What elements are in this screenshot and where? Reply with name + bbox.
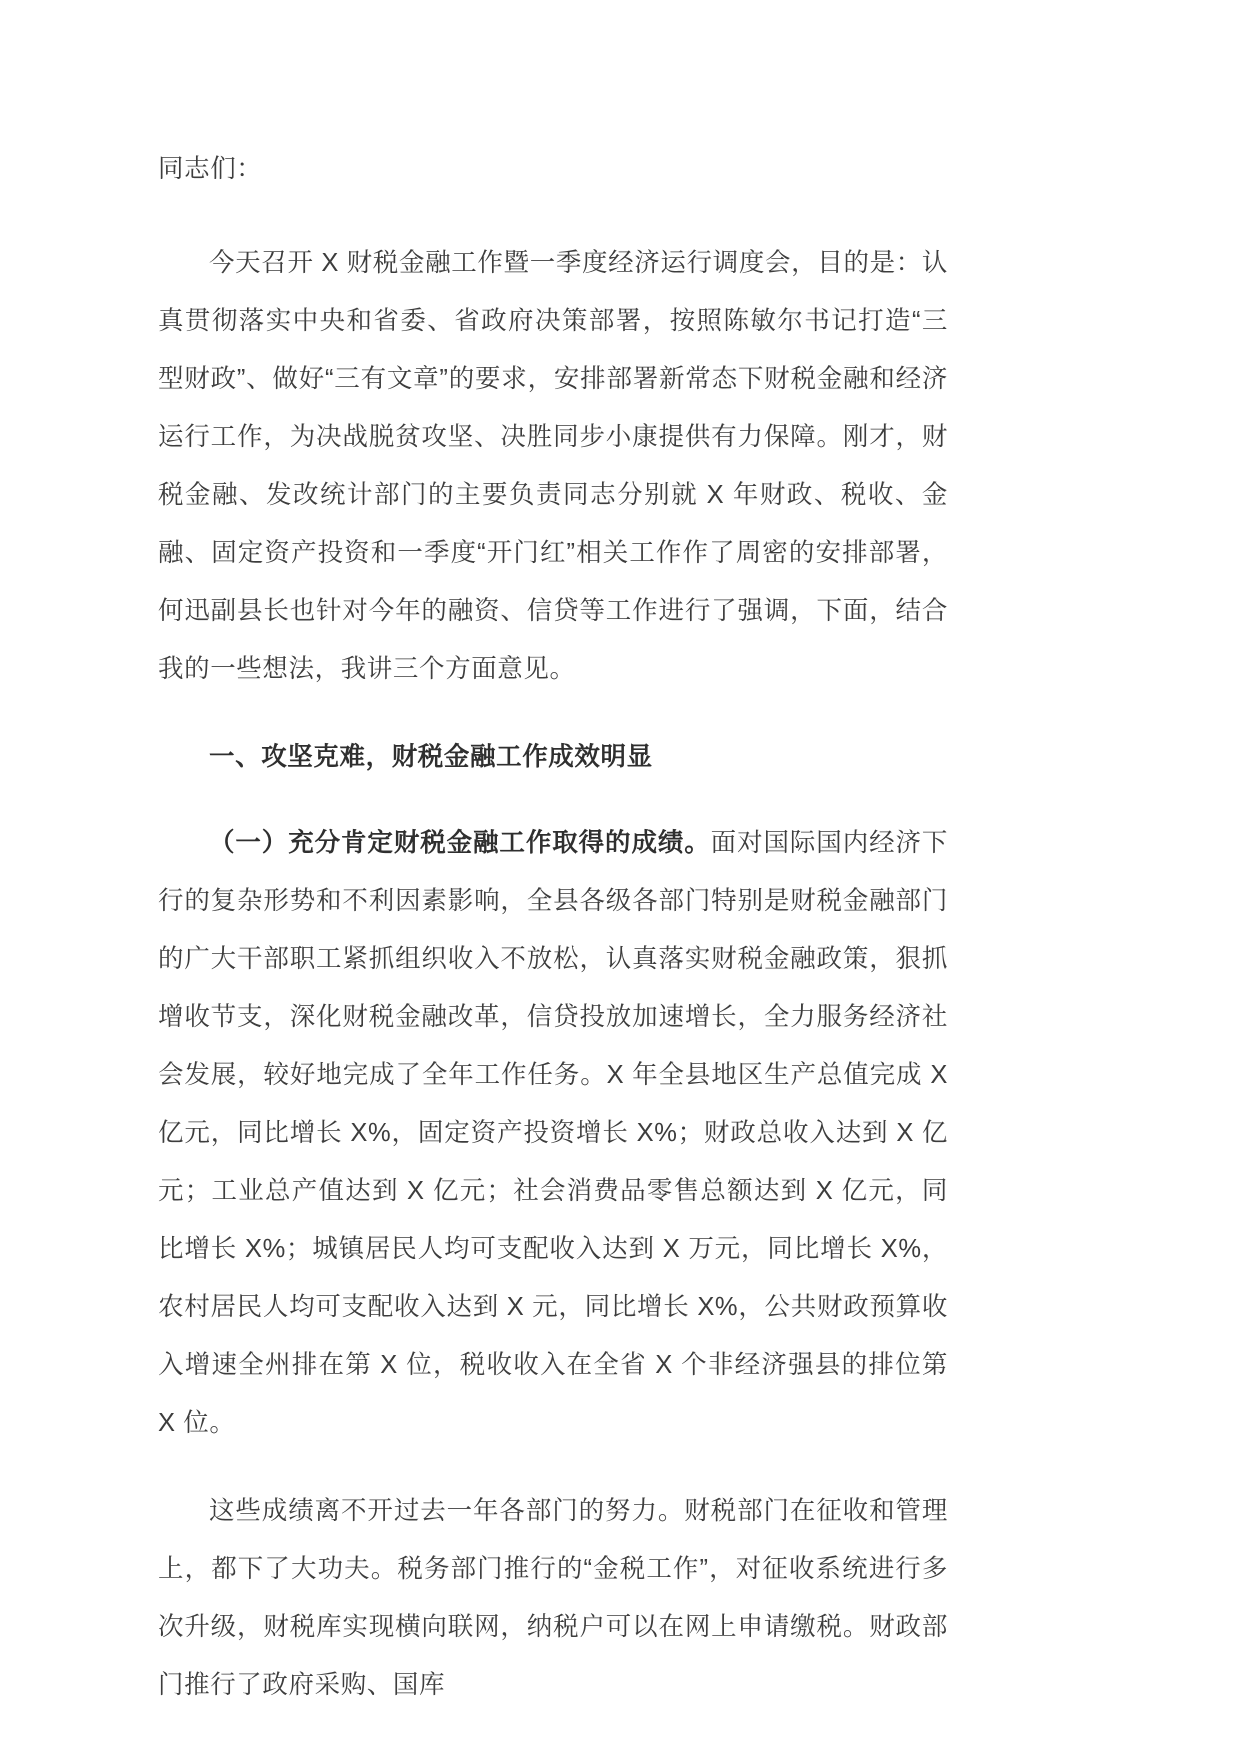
section-one-paragraph [158,814,948,1452]
document-body [158,140,948,1744]
paragraph-opening: 今天召开 X 财税金融工作暨一季度经济运行调度会，目的是：认真贯彻落实中央和省委、省政府决策部署，按照陈敏尔书记打造“三型财政”、做好“三有文章”的要求，安排部署新常态下财税金融和经济运行工作，为决战脱贫攻坚、决胜同步小康提供有力保障。刚才，财税金融、发改统计部门的主要负责同志分别就 X 年财政、税收、金融、固定资产投资和一季度“开门红”相关工作作了周密的安排部署，何迅副县长也针对今年的融资、信贷等工作进行了强调，下面，结合我的一些想法，我讲三个方面意见。 [158,249,948,683]
section-one-lead-in: （一）充分肯定财税金融工作取得的成绩。 [209,829,711,857]
salutation-line: 同志们： [158,155,263,183]
section-one-body-text: 面对国际国内经济下行的复杂形势和不利因素影响，全县各级各部门特别是财税金融部门的广大干部职工紧抓组织收入不放松，认真落实财税金融政策，狠抓增收节支，深化财税金融改革，信贷投放加速增长，全力服务经济社会发展，较好地完成了全年工作任务。X 年全县地区生产总值完成 X 亿元，同比增长 X%，固定资产投资增长 X%；财政总收入达到 X 亿元；工业总产值达到 X 亿元；社会消费品零售总额达到 X 亿元，同比增长 X%；城镇居民人均可支配收入达到 X 万元，同比增长 X%，农村居民人均可支配收入达到 X 元，同比增长 X%，公共财政预算收入增速全州排在第 X 位，税收收入在全省 X 个非经济强县的排位第 X 位。 [158,829,948,1437]
section-heading-one: 一、攻坚克难，财税金融工作成效明显 [209,743,653,771]
paragraph-closing: 这些成绩离不开过去一年各部门的努力。财税部门在征收和管理上，都下了大功夫。税务部门推行的“金税工作”，对征收系统进行多次升级，财税库实现横向联网，纳税户可以在网上申请缴税。财政部门推行了政府采购、国库 [158,1497,948,1699]
